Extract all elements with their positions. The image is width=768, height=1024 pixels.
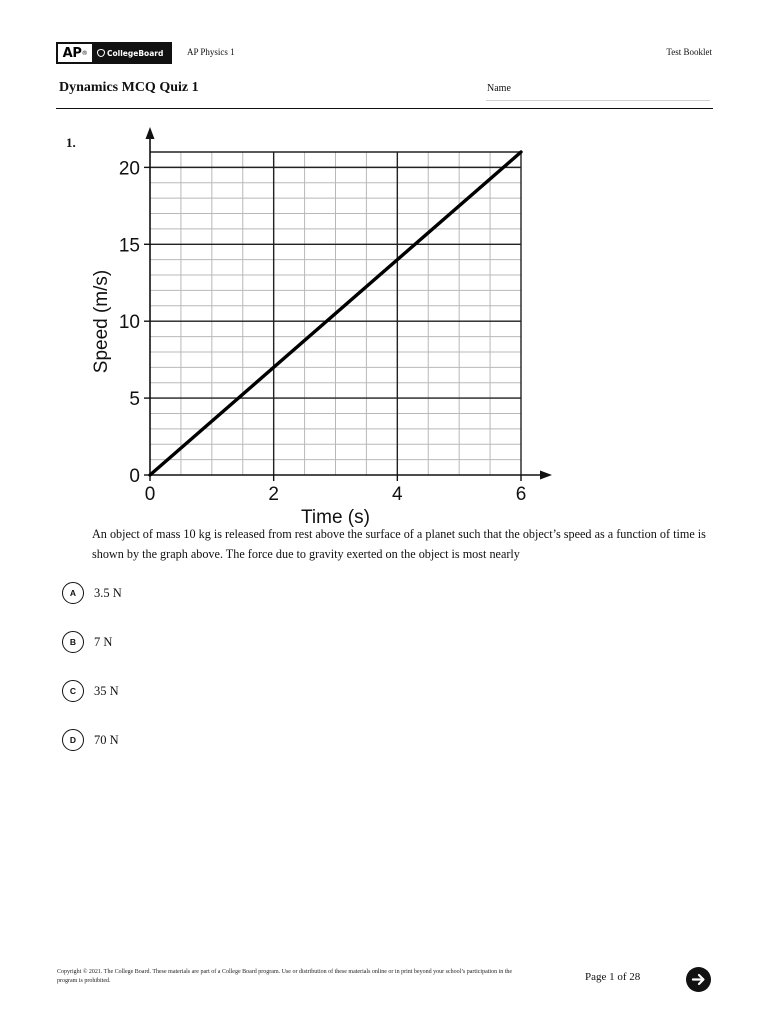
y-axis-arrow-icon — [146, 127, 155, 139]
y-axis-label: Speed (m/s) — [91, 269, 112, 374]
collegeboard-logo — [92, 42, 172, 64]
y-tick-label: 20 — [118, 158, 140, 180]
choice-d[interactable] — [62, 729, 119, 751]
name-label: Name — [487, 83, 511, 94]
choice-b-bubble[interactable]: B — [62, 631, 84, 653]
collegeboard-logo-text: CollegeBoard — [107, 48, 164, 58]
ap-collegeboard-logo — [56, 42, 172, 64]
choice-d-bubble[interactable]: D — [62, 729, 84, 751]
question-number: 1. — [66, 135, 76, 150]
choice-d-text: 70 N — [94, 732, 119, 747]
choice-a-bubble[interactable]: A — [62, 582, 84, 604]
choice-b[interactable] — [62, 631, 112, 653]
choice-c-bubble[interactable]: C — [62, 680, 84, 702]
booklet-label: Test Booklet — [666, 47, 712, 57]
y-tick-label: 0 — [129, 466, 140, 487]
x-tick-label: 4 — [392, 484, 403, 505]
choice-c-text: 35 N — [94, 683, 119, 698]
subject-label: AP Physics 1 — [187, 47, 235, 57]
next-page-button[interactable] — [686, 967, 711, 992]
ap-logo: AP ® — [58, 44, 92, 62]
choice-c[interactable] — [62, 680, 119, 702]
acorn-icon — [97, 49, 105, 57]
x-tick-label: 0 — [144, 484, 156, 505]
x-axis-arrow-icon — [540, 471, 552, 480]
x-axis-label: Time (s) — [301, 507, 370, 528]
copyright-notice: Copyright © 2021. The College Board. These materials are part of a College Board program. Use or distribution of these materials online or in print beyond your school’s participation in the program is prohibited. — [57, 969, 513, 984]
arrow-right-icon — [691, 972, 706, 987]
x-tick-label: 6 — [515, 484, 527, 505]
question-stem: An object of mass 10 kg is released from rest above the surface of a planet such that the object’s speed as a function of time is shown by the graph above. The force due to gravity exerted on the object is most nearly — [92, 527, 706, 561]
name-field[interactable] — [486, 100, 710, 101]
choice-a-text: 3.5 N — [94, 585, 122, 600]
x-tick-label: 2 — [268, 484, 279, 505]
page-number: Page 1 of 28 — [585, 971, 641, 983]
y-tick-label: 5 — [129, 389, 140, 411]
page-title: Dynamics MCQ Quiz 1 — [59, 80, 199, 95]
y-tick-label: 10 — [118, 312, 140, 334]
choice-a[interactable] — [62, 582, 122, 604]
choice-b-text: 7 N — [94, 634, 113, 649]
tick-labels — [119, 158, 526, 505]
speed-time-chart — [84, 120, 564, 530]
y-tick-label: 15 — [118, 235, 140, 257]
title-divider — [56, 108, 713, 109]
ap-logo-text: AP — [62, 45, 82, 61]
